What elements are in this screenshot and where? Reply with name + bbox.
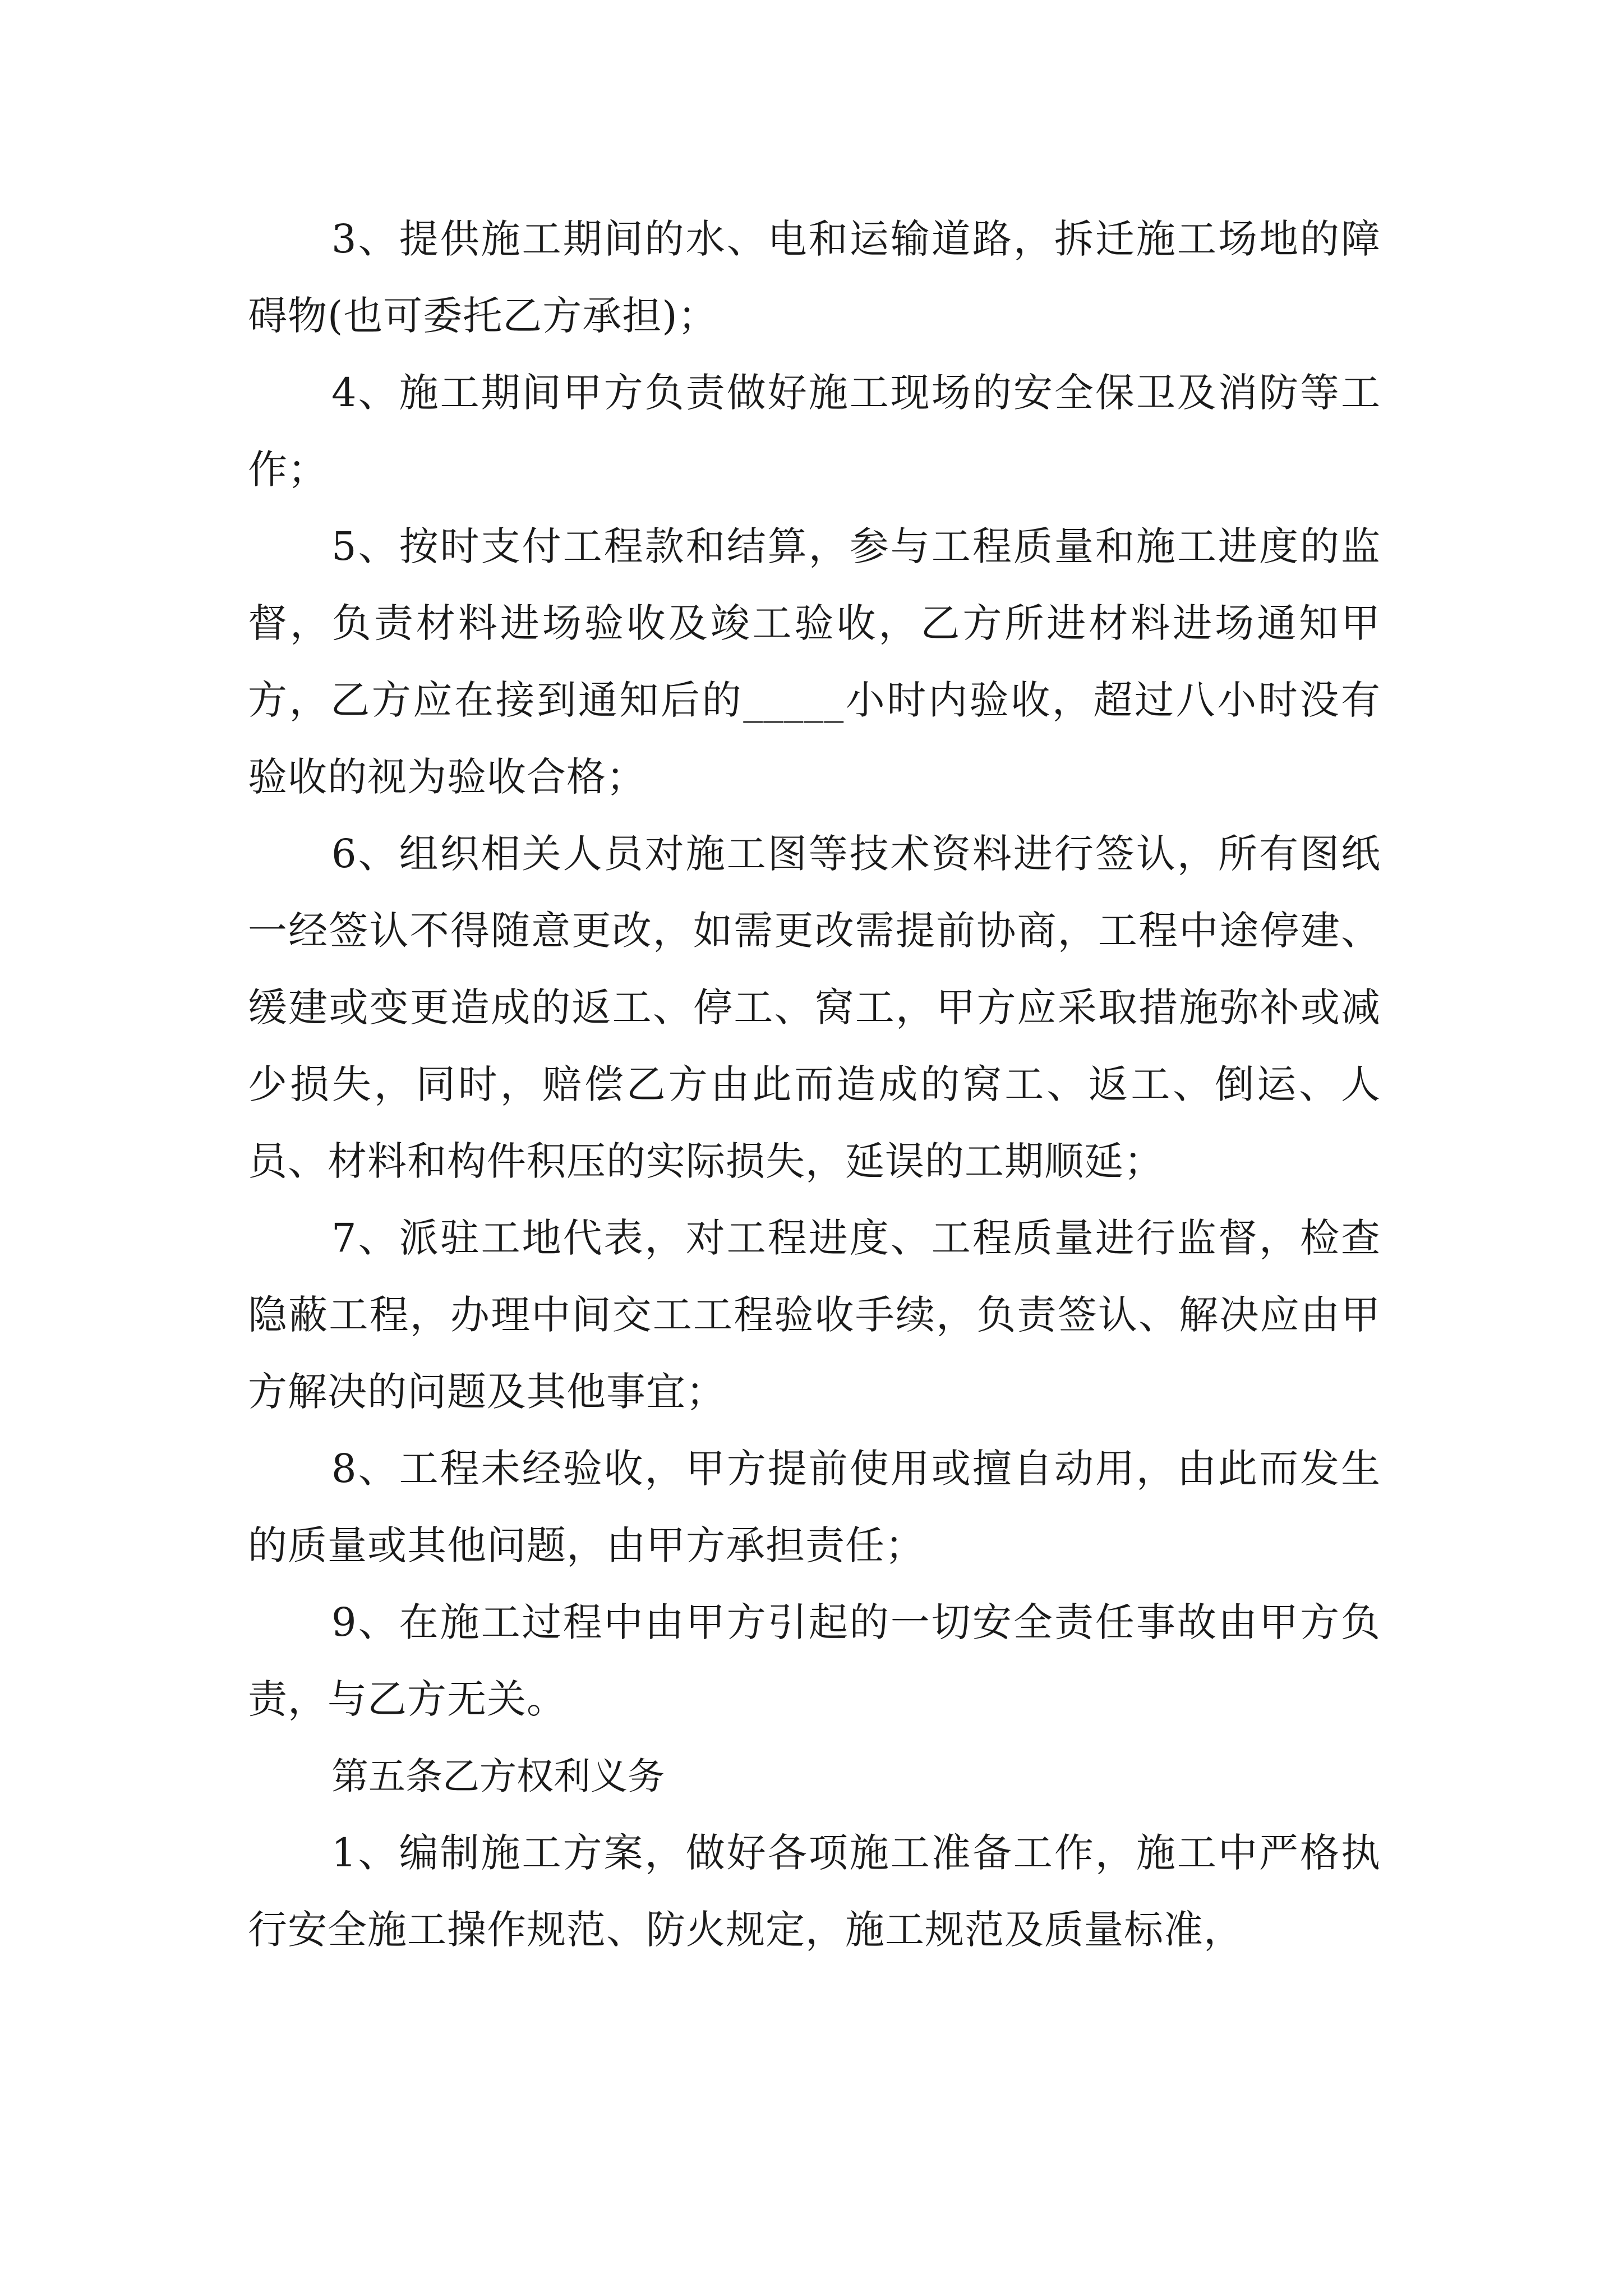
clause-paragraph-5: 5、按时支付工程款和结算，参与工程质量和施工进度的监督，负责材料进场验收及竣工验收，乙方所进材料进场通知甲方，乙方应在接到通知后的_____小时内验收，超过八小时没有验收的视为验收合格； — [248, 523, 1381, 800]
clause-paragraph-9: 9、在施工过程中由甲方引起的一切安全责任事故由甲方负责，与乙方无关。 — [248, 1599, 1381, 1722]
clause-paragraph-7: 7、派驻工地代表，对工程进度、工程质量进行监督，检查隐蔽工程，办理中间交工工程验收手续，负责签认、解决应由甲方解决的问题及其他事宜； — [248, 1215, 1381, 1415]
document-body — [248, 201, 1381, 1968]
section-heading: 第五条乙方权利义务 — [331, 1755, 665, 1798]
section-paragraph-1: 1、编制施工方案，做好各项施工准备工作，施工中严格执行安全施工操作规范、防火规定，施工规范及质量标准， — [248, 1830, 1381, 1953]
clause-paragraph-6: 6、组织相关人员对施工图等技术资料进行签认，所有图纸一经签认不得随意更改，如需更改需提前协商，工程中途停建、缓建或变更造成的返工、停工、窝工，甲方应采取措施弥补或减少损失，同时，赔偿乙方由此而造成的窝工、返工、倒运、人员、材料和构件积压的实际损失，延误的工期顺延； — [248, 831, 1381, 1184]
clause-paragraph-4: 4、施工期间甲方负责做好施工现场的安全保卫及消防等工作； — [248, 370, 1381, 493]
clause-paragraph-3: 3、提供施工期间的水、电和运输道路，拆迁施工场地的障碍物(也可委托乙方承担)； — [248, 216, 1381, 339]
clause-paragraph-8: 8、工程未经验收，甲方提前使用或擅自动用，由此而发生的质量或其他问题，由甲方承担责任； — [248, 1446, 1381, 1568]
